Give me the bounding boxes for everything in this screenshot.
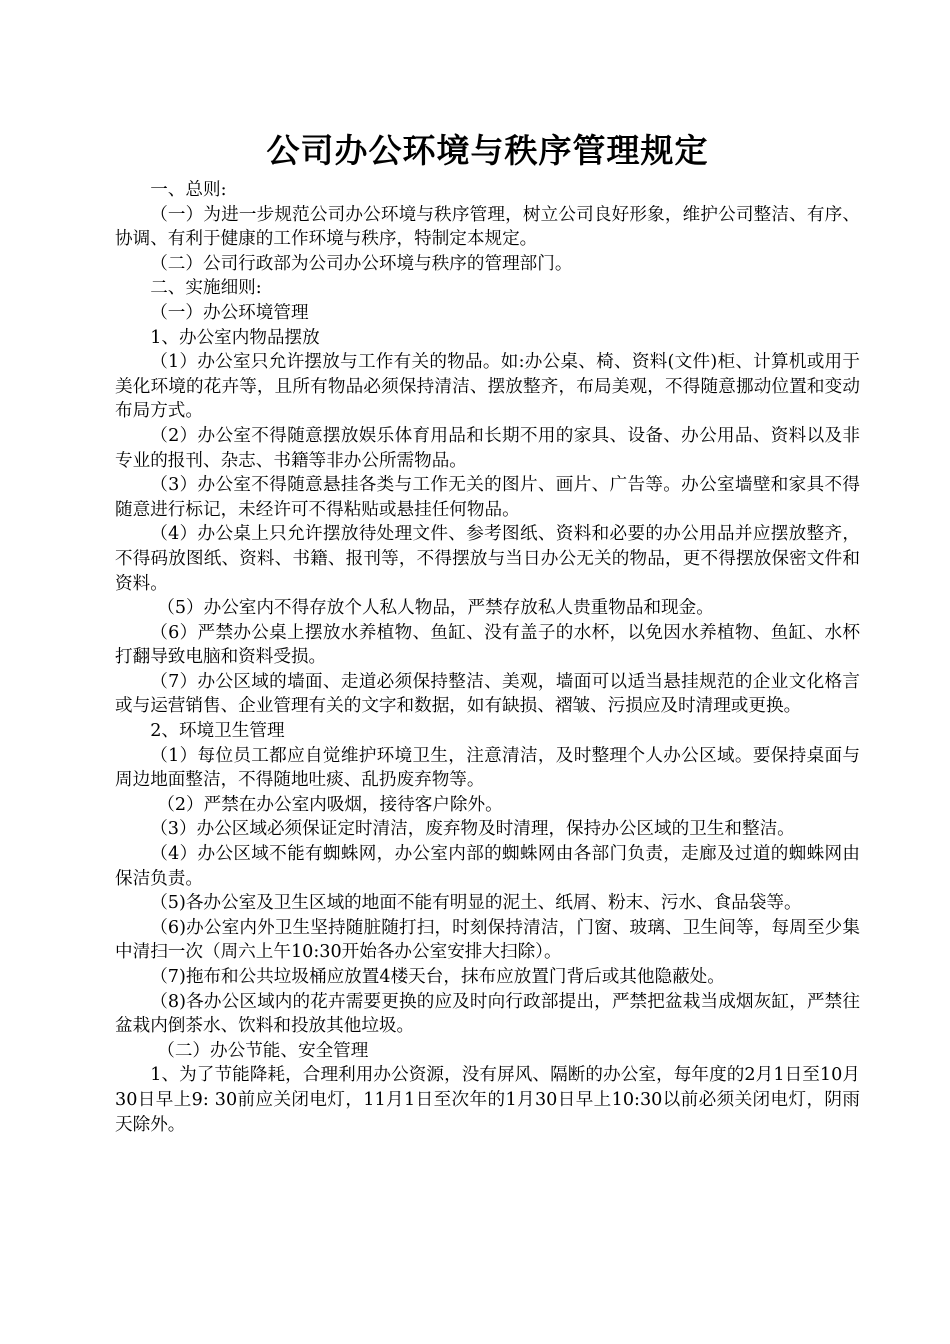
paragraph-hygiene-7: （7)拖布和公共垃圾桶应放置4楼天台，抹布应放置门背后或其他隐蔽处。 (150, 967, 725, 987)
paragraph-section-details: 二、实施细则: (150, 278, 262, 299)
document-title: 公司办公环境与秩序管理规定 (266, 131, 709, 170)
paragraph-energy-1: 1、为了节能降耗，合理利用办公资源，没有屏风、隔断的办公室，每年度的2月1日至10月30日早上9: 30前应关闭电灯，11月1日至次年的1月30日早上10:30以前必须关闭电灯，阴雨天除外。 (115, 1065, 860, 1135)
paragraph-list (115, 178, 860, 1137)
paragraph-items-6: （6）严禁办公桌上摆放水养植物、鱼缸、没有盖子的水杯，以免因水养植物、鱼缸、水杯打翻导致电脑和资料受损。 (115, 622, 860, 668)
paragraph-general-1: （一）为进一步规范公司办公环境与秩序管理，树立公司良好形象，维护公司整洁、有序、协调、有利于健康的工作环境与秩序，特制定本规定。 (115, 204, 860, 250)
paragraph-hygiene-5: （5)各办公室及卫生区域的地面不能有明显的泥土、纸屑、粉末、污水、食品袋等。 (150, 893, 802, 914)
paragraph-items-2: （2）办公室不得随意摆放娱乐体育用品和长期不用的家具、设备、办公用品、资料以及非专业的报刊、杂志、书籍等非办公所需物品。 (115, 425, 860, 471)
paragraph-subsection-environment: （一）办公环境管理 (150, 302, 309, 323)
paragraph-hygiene-4: （4）办公区域不能有蜘蛛网，办公室内部的蜘蛛网由各部门负责，走廊及过道的蜘蛛网由保洁负责。 (115, 844, 860, 889)
paragraph-hygiene-6: （6)办公室内外卫生坚持随脏随打扫，时刻保持清洁，门窗、玻璃、卫生间等，每周至少集中清扫一次（周六上午10:30开始各办公室安排大扫除）。 (115, 917, 860, 963)
paragraph-items-1: （1）办公室只允许摆放与工作有关的物品。如:办公桌、椅、资料(文件)柜、计算机或用于美化环境的花卉等，且所有物品必须保持清洁、摆放整齐，布局美观，不得随意挪动位置和变动布局方式。 (115, 352, 860, 422)
paragraph-items-7: （7）办公区域的墙面、走道必须保持整洁、美观，墙面可以适当悬挂规范的企业文化格言或与运营销售、企业管理有关的文字和数据，如有缺损、褶皱、污损应及时清理或更换。 (115, 671, 860, 717)
paragraph-items-5: （5）办公室内不得存放个人私人物品，严禁存放私人贵重物品和现金。 (157, 598, 714, 619)
paragraph-hygiene-1: （1）每位员工都应自觉维护环境卫生，注意清洁，及时整理个人办公区域。要保持桌面与周边地面整洁，不得随地吐痰、乱扔废弃物等。 (115, 745, 860, 791)
paragraph-heading-items: 1、办公室内物品摆放 (150, 327, 320, 348)
paragraph-heading-hygiene: 2、环境卫生管理 (150, 721, 285, 742)
paragraph-hygiene-3: （3）办公区域必须保证定时清洁，废弃物及时清理，保持办公区域的卫生和整洁。 (150, 819, 795, 840)
document-body (115, 128, 860, 1137)
paragraph-items-3: （3）办公室不得随意悬挂各类与工作无关的图片、画片、广告等。办公室墙壁和家具不得随意进行标记，未经许可不得粘贴或悬挂任何物品。 (115, 475, 860, 520)
paragraph-subsection-energy: （二）办公节能、安全管理 (157, 1040, 369, 1061)
paragraph-general-2: （二）公司行政部为公司办公环境与秩序的管理部门。 (150, 253, 573, 274)
paragraph-hygiene-8: （8)各办公区域内的花卉需要更换的应及时向行政部提出，严禁把盆栽当成烟灰缸，严禁往盆栽内倒茶水、饮料和投放其他垃圾。 (115, 991, 860, 1037)
paragraph-items-4: （4）办公桌上只允许摆放待处理文件、参考图纸、资料和必要的办公用品并应摆放整齐，不得码放图纸、资料、书籍、报刊等，不得摆放与当日办公无关的物品，更不得摆放保密文件和资料。 (115, 524, 860, 594)
paragraph-section-general: 一、总则: (150, 180, 227, 200)
paragraph-hygiene-2: （2）严禁在办公室内吸烟，接待客户除外。 (157, 794, 503, 815)
